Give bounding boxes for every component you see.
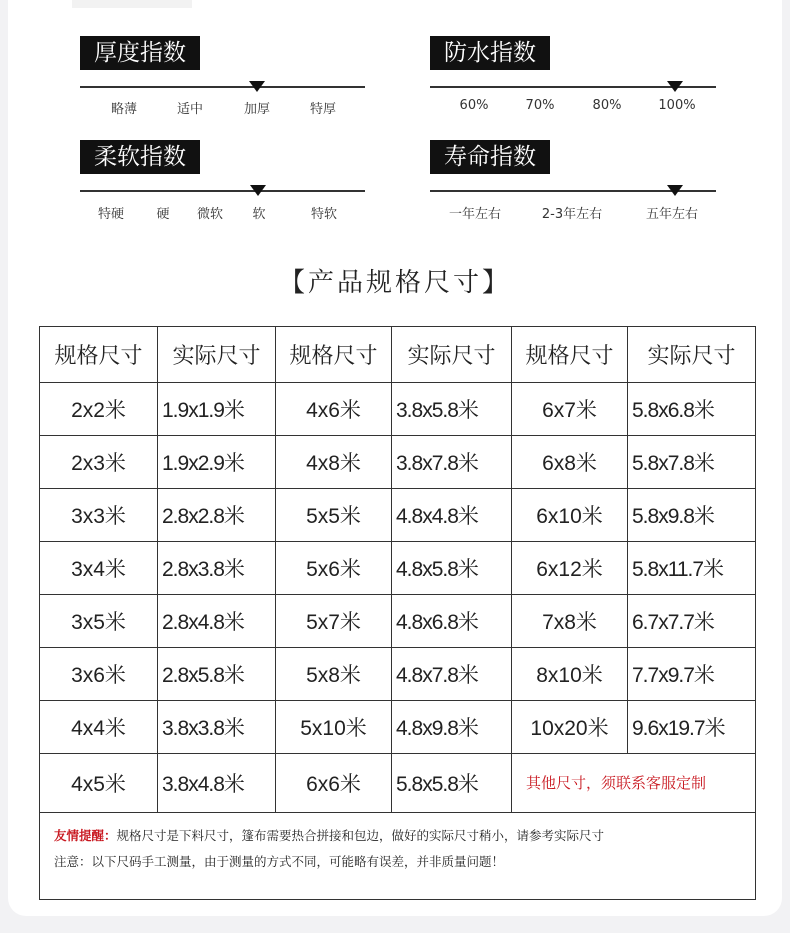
waterproof-level: 100% xyxy=(658,98,696,113)
spec-size-cell: 10x20米 xyxy=(512,701,628,754)
thickness-level: 加厚 xyxy=(243,102,271,117)
actual-size-cell: 4.8x6.8米 xyxy=(392,595,512,648)
table-row xyxy=(40,489,756,542)
actual-size-cell: 5.8x7.8米 xyxy=(628,436,756,489)
actual-size-cell: 4.8x7.8米 xyxy=(392,648,512,701)
thickness-level: 适中 xyxy=(176,102,204,117)
table-header-row xyxy=(40,327,756,383)
softness-scale-line xyxy=(80,190,365,192)
header-cell: 实际尺寸 xyxy=(628,327,756,383)
actual-size-cell: 9.6x19.7米 xyxy=(628,701,756,754)
actual-size-cell: 6.7x7.7米 xyxy=(628,595,756,648)
softness-index-tag: 柔软指数 xyxy=(80,140,200,174)
spec-size-cell: 6x6米 xyxy=(276,754,392,813)
reminder-block xyxy=(40,813,756,900)
actual-size-cell: 2.8x4.8米 xyxy=(158,595,276,648)
actual-size-cell: 5.8x11.7米 xyxy=(628,542,756,595)
spec-size-cell: 6x10米 xyxy=(512,489,628,542)
spec-size-cell: 4x6米 xyxy=(276,383,392,436)
spec-size-cell: 6x12米 xyxy=(512,542,628,595)
notice-line: 注意：以下尺码手工测量，由于测量的方式不同，可能略有误差，并非质量问题！ xyxy=(54,854,505,869)
actual-size-cell: 1.9x2.9米 xyxy=(158,436,276,489)
waterproof-level: 80% xyxy=(592,98,622,113)
spec-size-cell: 3x6米 xyxy=(40,648,158,701)
header-cell: 实际尺寸 xyxy=(158,327,276,383)
waterproof-level: 70% xyxy=(525,98,555,113)
actual-size-cell: 5.8x9.8米 xyxy=(628,489,756,542)
actual-size-cell: 2.8x3.8米 xyxy=(158,542,276,595)
spec-size-cell: 3x3米 xyxy=(40,489,158,542)
spec-size-cell: 3x4米 xyxy=(40,542,158,595)
top-stub xyxy=(72,0,192,8)
thickness-level: 特厚 xyxy=(309,102,337,117)
thickness-marker-icon xyxy=(249,81,265,92)
lifespan-index-tag: 寿命指数 xyxy=(430,140,550,174)
actual-size-cell: 1.9x1.9米 xyxy=(158,383,276,436)
spec-size-cell: 6x8米 xyxy=(512,436,628,489)
thickness-scale-line xyxy=(80,86,365,88)
actual-size-cell: 2.8x5.8米 xyxy=(158,648,276,701)
lifespan-marker-icon xyxy=(667,185,683,196)
lifespan-level: 五年左右 xyxy=(645,207,699,222)
spec-size-cell: 7x8米 xyxy=(512,595,628,648)
spec-size-cell: 5x8米 xyxy=(276,648,392,701)
softness-level: 硬 xyxy=(156,207,170,222)
spec-size-cell: 5x7米 xyxy=(276,595,392,648)
spec-size-cell: 2x2米 xyxy=(40,383,158,436)
spec-size-cell: 6x7米 xyxy=(512,383,628,436)
spec-size-cell: 4x4米 xyxy=(40,701,158,754)
reminder-label: 友情提醒： xyxy=(54,828,117,843)
softness-marker-icon xyxy=(250,185,266,196)
waterproof-marker-icon xyxy=(667,81,683,92)
table-row xyxy=(40,383,756,436)
table-row xyxy=(40,648,756,701)
softness-level: 软 xyxy=(252,207,266,222)
spec-size-cell: 2x3米 xyxy=(40,436,158,489)
actual-size-cell: 5.8x6.8米 xyxy=(628,383,756,436)
header-cell: 规格尺寸 xyxy=(276,327,392,383)
actual-size-cell: 7.7x9.7米 xyxy=(628,648,756,701)
reminder-line xyxy=(54,823,741,849)
table-row xyxy=(40,701,756,754)
table-row xyxy=(40,542,756,595)
thickness-index-tag: 厚度指数 xyxy=(80,36,200,70)
custom-size-note: 其他尺寸，须联系客服定制 xyxy=(512,754,756,813)
actual-size-cell: 4.8x4.8米 xyxy=(392,489,512,542)
spec-size-cell: 5x10米 xyxy=(276,701,392,754)
header-cell: 实际尺寸 xyxy=(392,327,512,383)
section-title: 【产品规格尺寸】 xyxy=(278,268,511,298)
actual-size-cell: 5.8x5.8米 xyxy=(392,754,512,813)
actual-size-cell: 3.8x4.8米 xyxy=(158,754,276,813)
spec-size-cell: 5x5米 xyxy=(276,489,392,542)
softness-level: 特软 xyxy=(310,207,338,222)
spec-size-cell: 4x8米 xyxy=(276,436,392,489)
actual-size-cell: 3.8x5.8米 xyxy=(392,383,512,436)
size-spec-table xyxy=(39,326,756,900)
lifespan-level: 一年左右 xyxy=(448,207,502,222)
actual-size-cell: 2.8x2.8米 xyxy=(158,489,276,542)
lifespan-level: 2-3年左右 xyxy=(541,207,603,222)
header-cell: 规格尺寸 xyxy=(512,327,628,383)
reminder-text: 规格尺寸是下料尺寸，篷布需要热合拼接和包边，做好的实际尺寸稍小，请参考实际尺寸 xyxy=(116,828,605,843)
actual-size-cell: 4.8x5.8米 xyxy=(392,542,512,595)
header-cell: 规格尺寸 xyxy=(40,327,158,383)
table-row xyxy=(40,754,756,813)
spec-size-cell: 8x10米 xyxy=(512,648,628,701)
softness-level: 特硬 xyxy=(97,207,125,222)
actual-size-cell: 3.8x7.8米 xyxy=(392,436,512,489)
tip-row xyxy=(40,813,756,900)
spec-size-cell: 4x5米 xyxy=(40,754,158,813)
spec-size-cell: 5x6米 xyxy=(276,542,392,595)
actual-size-cell: 4.8x9.8米 xyxy=(392,701,512,754)
waterproof-level: 60% xyxy=(459,98,489,113)
thickness-level: 略薄 xyxy=(110,102,138,117)
table-row xyxy=(40,436,756,489)
waterproof-index-tag: 防水指数 xyxy=(430,36,550,70)
spec-size-cell: 3x5米 xyxy=(40,595,158,648)
actual-size-cell: 3.8x3.8米 xyxy=(158,701,276,754)
table-row xyxy=(40,595,756,648)
softness-level: 微软 xyxy=(196,207,224,222)
